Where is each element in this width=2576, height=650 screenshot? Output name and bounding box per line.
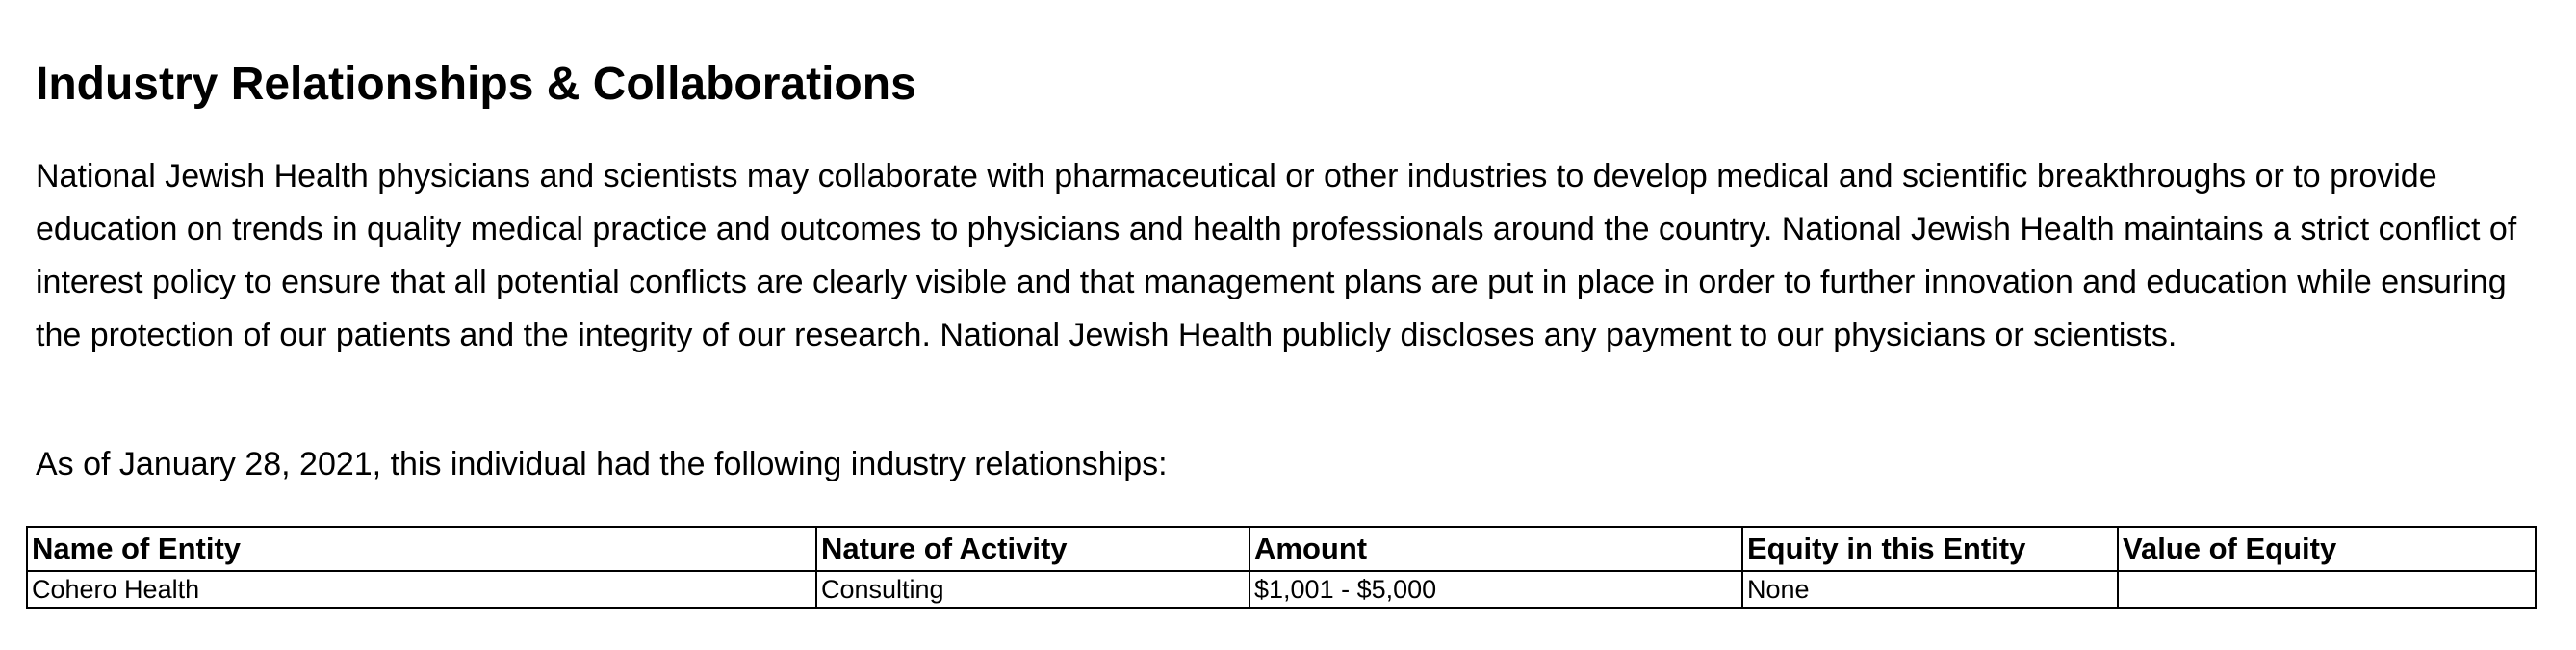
column-header-name-of-entity: Name of Entity (27, 527, 816, 571)
as-of-statement: As of January 28, 2021, this individual had the following industry relationships: (36, 446, 1168, 482)
column-header-nature-of-activity: Nature of Activity (816, 527, 1249, 571)
cell-value-of-equity (2118, 571, 2536, 608)
table-row (27, 571, 2536, 608)
industry-relationships-table (26, 526, 2537, 609)
cell-equity-in-entity: None (1742, 571, 2118, 608)
intro-paragraph: National Jewish Health physicians and scientists may collaborate with pharmaceutical or other industries to develop medical and scientific breakthroughs or to provide education on trends in quality medical practice and outcomes to physicians and health professionals around the country. National Jewish Health maintains a strict conflict of interest policy to ensure that all potential conflicts are clearly visible and that management plans are put in place in order to further innovation and education while ensuring the protection of our patients and the integrity of our research. National Jewish Health publicly discloses any payment to our physicians or scientists. (36, 158, 2517, 353)
cell-name-of-entity: Cohero Health (27, 571, 816, 608)
column-header-amount: Amount (1249, 527, 1742, 571)
page-title: Industry Relationships & Collaborations (36, 59, 916, 110)
table-header-row (27, 527, 2536, 571)
column-header-value-of-equity: Value of Equity (2118, 527, 2536, 571)
column-header-equity-in-entity: Equity in this Entity (1742, 527, 2118, 571)
cell-nature-of-activity: Consulting (816, 571, 1249, 608)
cell-amount: $1,001 - $5,000 (1249, 571, 1742, 608)
